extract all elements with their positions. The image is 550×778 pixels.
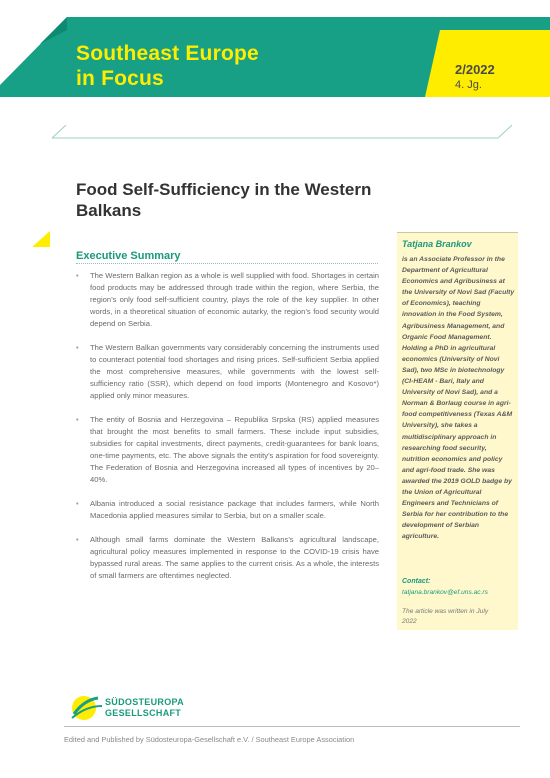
series-title-line1: Southeast Europe: [76, 42, 259, 65]
bullet-dot: •: [76, 271, 79, 280]
sog-logo-icon: [68, 692, 104, 724]
bullet-text: The Western Balkan governments vary considerably concerning the instruments used to counteract potential food shortages and rising prices. Self-sufficient Serbia applied the most comprehensive measures, while governments with the lowest self-sufficiency ratio (SSR), which depend on food imports (Montenegro and Kosovo*) applied only minor measures.: [90, 343, 379, 400]
decorative-line: [0, 115, 550, 145]
contact-email-link[interactable]: tatjana.brankov@ef.uns.ac.rs: [402, 589, 488, 596]
logo-text-line1: SÜDOSTEUROPA: [105, 697, 184, 707]
article-written-note: The article was written in July 2022: [402, 608, 489, 625]
bullet-text: Although small farms dominate the Western Balkans’s agricultural landscape, agricultural policy measures implemented in response to the COVID-19 crisis have bypassed rural areas. The same applies to the current crisis. As a whole, the interests of small farmers are oftentimes neglected.: [90, 535, 379, 580]
summary-divider: [76, 263, 378, 264]
bullet-dot: •: [76, 535, 79, 544]
sidebar-top-rule: [397, 232, 518, 233]
series-title: [76, 41, 259, 91]
author-bio: is an Associate Professor in the Department of Agricultural Economics and Agribusiness at the University of Novi Sad (Faculty of Economics), teaching innovation in the Food System, Agribusiness Management, and Organic Food Management. Holding a PhD in agricultural economics (University of Novi Sad), two MSc in biotechnology (CI-HEAM - Bari, Italy and University of Novi Sad), and a Norman & Borlaug course in agri-food competitiveness (Texas A&M University), she takes a multidisciplinary approach in researching food security, nutrition economics and policy and agri-food trade. She was awarded the 2019 GOLD badge by the Union of Agricultural Engineers and Technicians of Serbia for her contribution to the development of Serbian agriculture.: [402, 256, 515, 541]
bullet-text: Albania introduced a social resistance package that includes farmers, while North Macedonia applied measures similar to Serbia, but on a smaller scale.: [90, 499, 379, 520]
summary-bullet: [76, 414, 379, 486]
summary-bullet: [76, 498, 379, 522]
bullet-dot: •: [76, 415, 79, 424]
summary-bullet-list: [76, 270, 379, 594]
article-title-line2: Balkans: [76, 201, 142, 220]
summary-bullet: [76, 342, 379, 402]
issue-number: 2/2022: [455, 62, 495, 77]
footer-publisher-text: Edited and Published by Südosteuropa-Gesellschaft e.V. / Southeast Europe Association: [64, 735, 355, 744]
bullet-text: The Western Balkan region as a whole is well supplied with food. Shortages in certain food products may be addressed through trade within the region, where Serbia, the region’s only food self-sufficient country, plays the role of the key supplier. In other words, in a theoretical situation of economic autarky, the region’s food security would depend on Serbia.: [90, 271, 379, 328]
bullet-text: The entity of Bosnia and Herzegovina – Republika Srpska (RS) applied measures that brought the most benefits to small farmers. These include input subsidies, subsidies for capital investments, direct payments, credit-guarantees for bank loans, one-time payments, etc. The above signals the entity’s aspiration for food sovereignty. The Federation of Bosnia and Herzegovina increased all types of incentives by 20–40%.: [90, 415, 379, 484]
article-title-line1: Food Self-Sufficiency in the Western: [76, 180, 372, 199]
summary-bullet: [76, 534, 379, 582]
summary-bullet: [76, 270, 379, 330]
contact-label: Contact:: [402, 578, 431, 585]
issue-year: 4. Jg.: [455, 79, 482, 91]
author-name: Tatjana Brankov: [402, 239, 472, 249]
logo-text-line2: GESELLSCHAFT: [105, 708, 182, 718]
bullet-dot: •: [76, 499, 79, 508]
footer-divider: [64, 726, 520, 727]
bullet-dot: •: [76, 343, 79, 352]
article-title: [76, 179, 406, 221]
executive-summary-heading: Executive Summary: [76, 250, 181, 262]
yellow-triangle-marker: [32, 231, 50, 247]
series-title-line2: in Focus: [76, 67, 164, 90]
